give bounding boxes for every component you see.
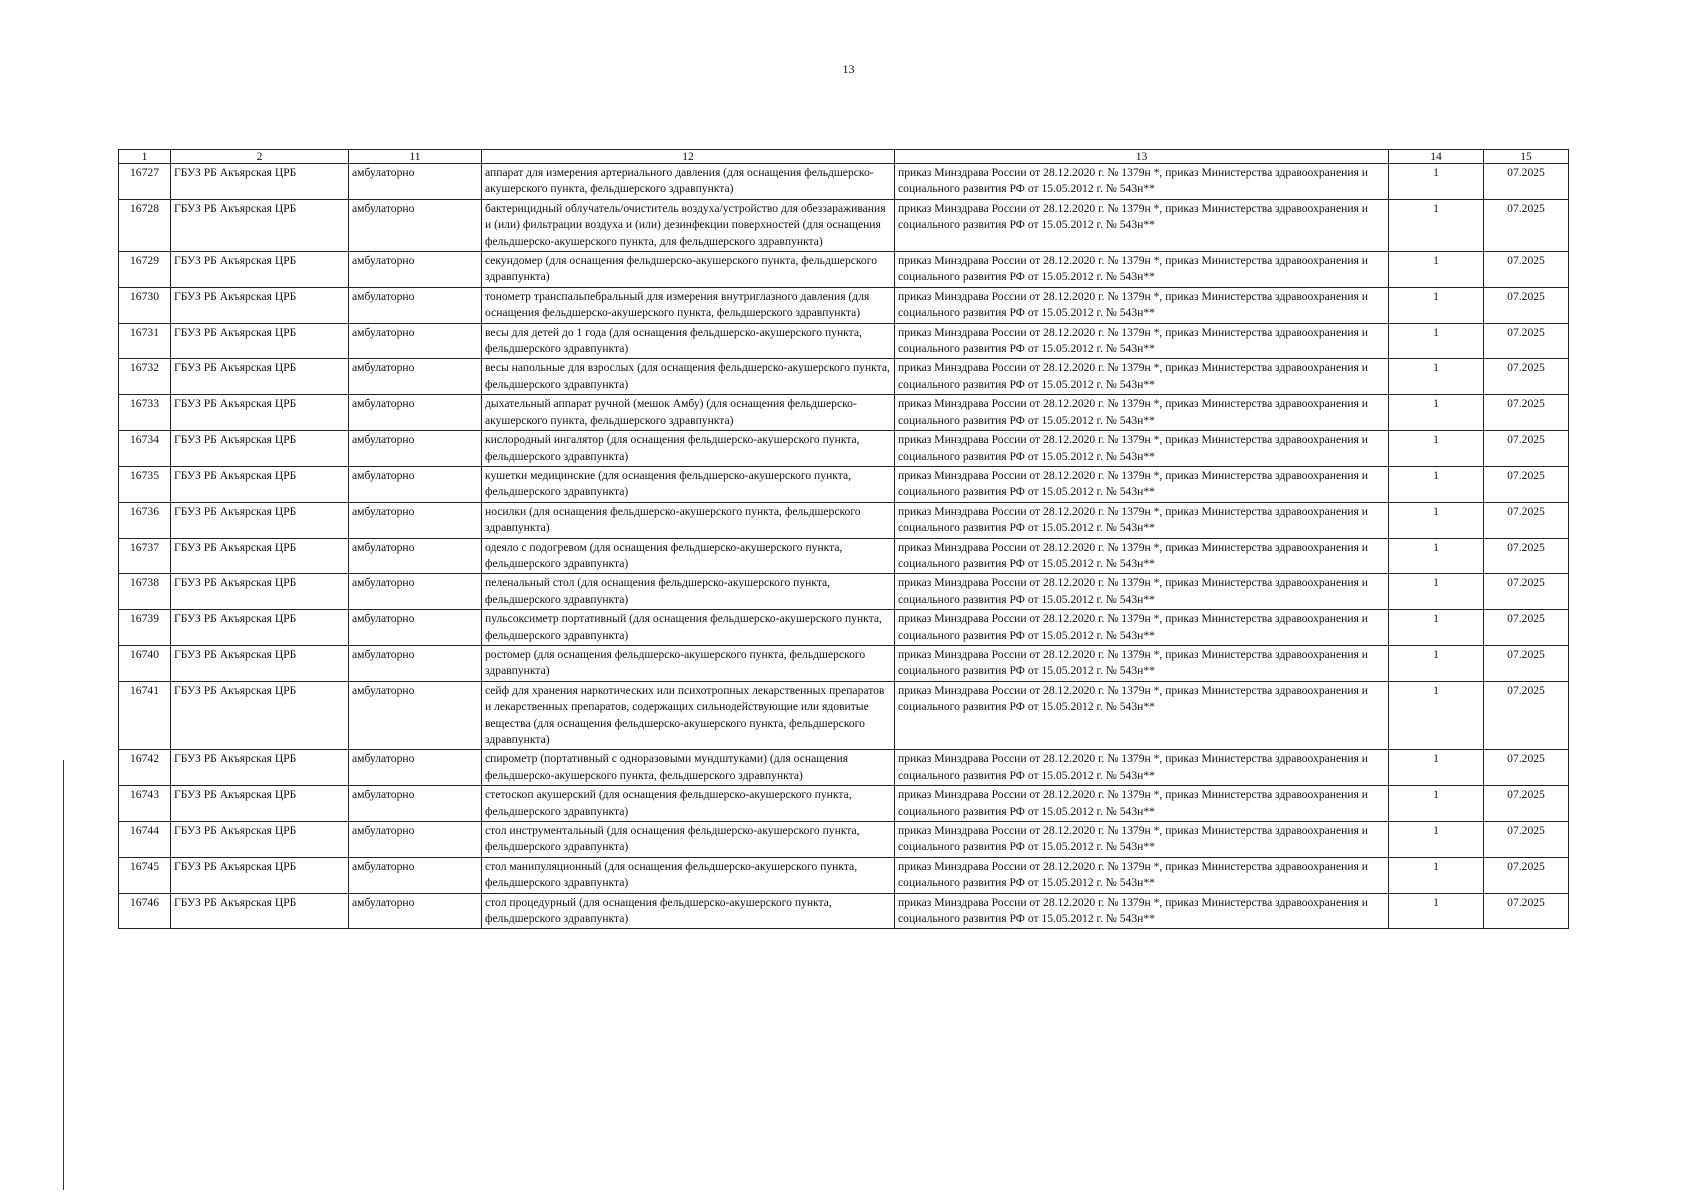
organization-cell: ГБУЗ РБ Акъярская ЦРБ bbox=[171, 323, 349, 359]
date-cell: 07.2025 bbox=[1484, 574, 1569, 610]
care-type-cell: амбулаторно bbox=[349, 610, 482, 646]
organization-cell: ГБУЗ РБ Акъярская ЦРБ bbox=[171, 359, 349, 395]
equipment-name-cell: спирометр (портативный с одноразовыми мундштуками) (для оснащения фельдшерско-акушерского пункта, фельдшерского здравпункта) bbox=[482, 750, 895, 786]
equipment-name-cell: секундомер (для оснащения фельдшерско-акушерского пункта, фельдшерского здравпункта) bbox=[482, 252, 895, 288]
table-row bbox=[119, 822, 1569, 858]
row-number: 16734 bbox=[119, 431, 171, 467]
row-number: 16739 bbox=[119, 610, 171, 646]
legal-basis-cell: приказ Минздрава России от 28.12.2020 г. № 1379н *, приказ Министерства здравоохранения и социального развития РФ от 15.05.2012 г. № 543н** bbox=[895, 431, 1389, 467]
date-cell: 07.2025 bbox=[1484, 645, 1569, 681]
row-number: 16745 bbox=[119, 857, 171, 893]
table-row bbox=[119, 645, 1569, 681]
table-row bbox=[119, 857, 1569, 893]
organization-cell: ГБУЗ РБ Акъярская ЦРБ bbox=[171, 645, 349, 681]
table-row bbox=[119, 164, 1569, 200]
column-header: 14 bbox=[1389, 150, 1484, 164]
organization-cell: ГБУЗ РБ Акъярская ЦРБ bbox=[171, 681, 349, 750]
date-cell: 07.2025 bbox=[1484, 287, 1569, 323]
date-cell: 07.2025 bbox=[1484, 502, 1569, 538]
organization-cell: ГБУЗ РБ Акъярская ЦРБ bbox=[171, 857, 349, 893]
quantity-cell: 1 bbox=[1389, 287, 1484, 323]
table-row bbox=[119, 610, 1569, 646]
organization-cell: ГБУЗ РБ Акъярская ЦРБ bbox=[171, 287, 349, 323]
equipment-name-cell: кушетки медицинские (для оснащения фельдшерско-акушерского пункта, фельдшерского здравпункта) bbox=[482, 466, 895, 502]
equipment-name-cell: пульсоксиметр портативный (для оснащения фельдшерско-акушерского пункта, фельдшерского здравпункта) bbox=[482, 610, 895, 646]
date-cell: 07.2025 bbox=[1484, 252, 1569, 288]
row-number: 16740 bbox=[119, 645, 171, 681]
equipment-name-cell: тонометр транспальпебральный для измерения внутриглазного давления (для оснащения фельдшерско-акушерского пункта, фельдшерского здравпункта) bbox=[482, 287, 895, 323]
care-type-cell: амбулаторно bbox=[349, 252, 482, 288]
date-cell: 07.2025 bbox=[1484, 431, 1569, 467]
equipment-name-cell: сейф для хранения наркотических или психотропных лекарственных препаратов и лекарственных препаратов, содержащих сильнодействующие или ядовитые вещества (для оснащения фельдшерско-акушерского пункта, фельдшерского здравпункта) bbox=[482, 681, 895, 750]
date-cell: 07.2025 bbox=[1484, 323, 1569, 359]
date-cell: 07.2025 bbox=[1484, 750, 1569, 786]
date-cell: 07.2025 bbox=[1484, 822, 1569, 858]
legal-basis-cell: приказ Минздрава России от 28.12.2020 г. № 1379н *, приказ Министерства здравоохранения и социального развития РФ от 15.05.2012 г. № 543н** bbox=[895, 359, 1389, 395]
legal-basis-cell: приказ Минздрава России от 28.12.2020 г. № 1379н *, приказ Министерства здравоохранения и социального развития РФ от 15.05.2012 г. № 543н** bbox=[895, 287, 1389, 323]
row-number: 16743 bbox=[119, 786, 171, 822]
legal-basis-cell: приказ Минздрава России от 28.12.2020 г. № 1379н *, приказ Министерства здравоохранения и социального развития РФ от 15.05.2012 г. № 543н** bbox=[895, 857, 1389, 893]
page-number: 13 bbox=[842, 62, 855, 76]
date-cell: 07.2025 bbox=[1484, 199, 1569, 251]
care-type-cell: амбулаторно bbox=[349, 822, 482, 858]
equipment-name-cell: бактерицидный облучатель/очиститель воздуха/устройство для обеззараживания и (или) фильтрации воздуха и (или) дезинфекции поверхностей (для оснащения фельдшерско-акушерского пункта, для фельдшерского здравпункта) bbox=[482, 199, 895, 251]
quantity-cell: 1 bbox=[1389, 199, 1484, 251]
table-row bbox=[119, 574, 1569, 610]
row-number: 16727 bbox=[119, 164, 171, 200]
row-number: 16741 bbox=[119, 681, 171, 750]
equipment-name-cell: одеяло с подогревом (для оснащения фельдшерско-акушерского пункта, фельдшерского здравпункта) bbox=[482, 538, 895, 574]
quantity-cell: 1 bbox=[1389, 395, 1484, 431]
table-row bbox=[119, 786, 1569, 822]
table-row bbox=[119, 466, 1569, 502]
equipment-name-cell: аппарат для измерения артериального давления (для оснащения фельдшерско-акушерского пункта, фельдшерского здравпункта) bbox=[482, 164, 895, 200]
row-number: 16736 bbox=[119, 502, 171, 538]
legal-basis-cell: приказ Минздрава России от 28.12.2020 г. № 1379н *, приказ Министерства здравоохранения и социального развития РФ от 15.05.2012 г. № 543н** bbox=[895, 252, 1389, 288]
care-type-cell: амбулаторно bbox=[349, 645, 482, 681]
quantity-cell: 1 bbox=[1389, 359, 1484, 395]
row-number: 16728 bbox=[119, 199, 171, 251]
date-cell: 07.2025 bbox=[1484, 164, 1569, 200]
row-number: 16732 bbox=[119, 359, 171, 395]
quantity-cell: 1 bbox=[1389, 786, 1484, 822]
equipment-name-cell: стол процедурный (для оснащения фельдшерско-акушерского пункта, фельдшерского здравпункта) bbox=[482, 893, 895, 929]
organization-cell: ГБУЗ РБ Акъярская ЦРБ bbox=[171, 466, 349, 502]
legal-basis-cell: приказ Минздрава России от 28.12.2020 г. № 1379н *, приказ Министерства здравоохранения и социального развития РФ от 15.05.2012 г. № 543н** bbox=[895, 574, 1389, 610]
equipment-name-cell: ростомер (для оснащения фельдшерско-акушерского пункта, фельдшерского здравпункта) bbox=[482, 645, 895, 681]
legal-basis-cell: приказ Минздрава России от 28.12.2020 г. № 1379н *, приказ Министерства здравоохранения и социального развития РФ от 15.05.2012 г. № 543н** bbox=[895, 645, 1389, 681]
quantity-cell: 1 bbox=[1389, 645, 1484, 681]
quantity-cell: 1 bbox=[1389, 164, 1484, 200]
row-number: 16742 bbox=[119, 750, 171, 786]
quantity-cell: 1 bbox=[1389, 252, 1484, 288]
table-row bbox=[119, 893, 1569, 929]
column-header: 12 bbox=[482, 150, 895, 164]
table-row bbox=[119, 359, 1569, 395]
table-row bbox=[119, 287, 1569, 323]
equipment-name-cell: весы напольные для взрослых (для оснащения фельдшерско-акушерского пункта, фельдшерского здравпункта) bbox=[482, 359, 895, 395]
table-row bbox=[119, 681, 1569, 750]
date-cell: 07.2025 bbox=[1484, 395, 1569, 431]
organization-cell: ГБУЗ РБ Акъярская ЦРБ bbox=[171, 610, 349, 646]
column-header: 1 bbox=[119, 150, 171, 164]
care-type-cell: амбулаторно bbox=[349, 395, 482, 431]
date-cell: 07.2025 bbox=[1484, 786, 1569, 822]
care-type-cell: амбулаторно bbox=[349, 323, 482, 359]
row-number: 16738 bbox=[119, 574, 171, 610]
legal-basis-cell: приказ Минздрава России от 28.12.2020 г. № 1379н *, приказ Министерства здравоохранения и социального развития РФ от 15.05.2012 г. № 543н** bbox=[895, 681, 1389, 750]
scan-margin-line bbox=[63, 760, 64, 1190]
row-number: 16744 bbox=[119, 822, 171, 858]
care-type-cell: амбулаторно bbox=[349, 681, 482, 750]
care-type-cell: амбулаторно bbox=[349, 857, 482, 893]
care-type-cell: амбулаторно bbox=[349, 431, 482, 467]
row-number: 16746 bbox=[119, 893, 171, 929]
header-row bbox=[119, 150, 1569, 164]
organization-cell: ГБУЗ РБ Акъярская ЦРБ bbox=[171, 574, 349, 610]
quantity-cell: 1 bbox=[1389, 893, 1484, 929]
equipment-name-cell: носилки (для оснащения фельдшерско-акушерского пункта, фельдшерского здравпункта) bbox=[482, 502, 895, 538]
date-cell: 07.2025 bbox=[1484, 681, 1569, 750]
date-cell: 07.2025 bbox=[1484, 466, 1569, 502]
care-type-cell: амбулаторно bbox=[349, 893, 482, 929]
equipment-name-cell: стол инструментальный (для оснащения фельдшерско-акушерского пункта, фельдшерского здравпункта) bbox=[482, 822, 895, 858]
equipment-name-cell: весы для детей до 1 года (для оснащения фельдшерско-акушерского пункта, фельдшерского здравпункта) bbox=[482, 323, 895, 359]
equipment-name-cell: стол манипуляционный (для оснащения фельдшерско-акушерского пункта, фельдшерского здравпункта) bbox=[482, 857, 895, 893]
organization-cell: ГБУЗ РБ Акъярская ЦРБ bbox=[171, 893, 349, 929]
date-cell: 07.2025 bbox=[1484, 610, 1569, 646]
table-row bbox=[119, 750, 1569, 786]
care-type-cell: амбулаторно bbox=[349, 786, 482, 822]
legal-basis-cell: приказ Минздрава России от 28.12.2020 г. № 1379н *, приказ Министерства здравоохранения и социального развития РФ от 15.05.2012 г. № 543н** bbox=[895, 610, 1389, 646]
column-header: 13 bbox=[895, 150, 1389, 164]
quantity-cell: 1 bbox=[1389, 574, 1484, 610]
equipment-name-cell: кислородный ингалятор (для оснащения фельдшерско-акушерского пункта, фельдшерского здравпункта) bbox=[482, 431, 895, 467]
legal-basis-cell: приказ Минздрава России от 28.12.2020 г. № 1379н *, приказ Министерства здравоохранения и социального развития РФ от 15.05.2012 г. № 543н** bbox=[895, 199, 1389, 251]
date-cell: 07.2025 bbox=[1484, 359, 1569, 395]
legal-basis-cell: приказ Минздрава России от 28.12.2020 г. № 1379н *, приказ Министерства здравоохранения и социального развития РФ от 15.05.2012 г. № 543н** bbox=[895, 323, 1389, 359]
organization-cell: ГБУЗ РБ Акъярская ЦРБ bbox=[171, 822, 349, 858]
care-type-cell: амбулаторно bbox=[349, 287, 482, 323]
equipment-name-cell: пеленальный стол (для оснащения фельдшерско-акушерского пункта, фельдшерского здравпункта) bbox=[482, 574, 895, 610]
legal-basis-cell: приказ Минздрава России от 28.12.2020 г. № 1379н *, приказ Министерства здравоохранения и социального развития РФ от 15.05.2012 г. № 543н** bbox=[895, 786, 1389, 822]
table-row bbox=[119, 323, 1569, 359]
date-cell: 07.2025 bbox=[1484, 857, 1569, 893]
quantity-cell: 1 bbox=[1389, 750, 1484, 786]
date-cell: 07.2025 bbox=[1484, 893, 1569, 929]
row-number: 16733 bbox=[119, 395, 171, 431]
equipment-name-cell: дыхательный аппарат ручной (мешок Амбу) (для оснащения фельдшерско-акушерского пункта, фельдшерского здравпункта) bbox=[482, 395, 895, 431]
quantity-cell: 1 bbox=[1389, 822, 1484, 858]
row-number: 16730 bbox=[119, 287, 171, 323]
care-type-cell: амбулаторно bbox=[349, 359, 482, 395]
care-type-cell: амбулаторно bbox=[349, 199, 482, 251]
table-row bbox=[119, 252, 1569, 288]
quantity-cell: 1 bbox=[1389, 323, 1484, 359]
row-number: 16731 bbox=[119, 323, 171, 359]
organization-cell: ГБУЗ РБ Акъярская ЦРБ bbox=[171, 199, 349, 251]
column-header: 2 bbox=[171, 150, 349, 164]
row-number: 16735 bbox=[119, 466, 171, 502]
equipment-name-cell: стетоскоп акушерский (для оснащения фельдшерско-акушерского пункта, фельдшерского здравпункта) bbox=[482, 786, 895, 822]
legal-basis-cell: приказ Минздрава России от 28.12.2020 г. № 1379н *, приказ Министерства здравоохранения и социального развития РФ от 15.05.2012 г. № 543н** bbox=[895, 466, 1389, 502]
table-row bbox=[119, 395, 1569, 431]
care-type-cell: амбулаторно bbox=[349, 750, 482, 786]
table-row bbox=[119, 199, 1569, 251]
column-header: 15 bbox=[1484, 150, 1569, 164]
organization-cell: ГБУЗ РБ Акъярская ЦРБ bbox=[171, 750, 349, 786]
quantity-cell: 1 bbox=[1389, 502, 1484, 538]
date-cell: 07.2025 bbox=[1484, 538, 1569, 574]
quantity-cell: 1 bbox=[1389, 466, 1484, 502]
organization-cell: ГБУЗ РБ Акъярская ЦРБ bbox=[171, 164, 349, 200]
table-body bbox=[119, 164, 1569, 929]
organization-cell: ГБУЗ РБ Акъярская ЦРБ bbox=[171, 538, 349, 574]
row-number: 16737 bbox=[119, 538, 171, 574]
legal-basis-cell: приказ Минздрава России от 28.12.2020 г. № 1379н *, приказ Министерства здравоохранения и социального развития РФ от 15.05.2012 г. № 543н** bbox=[895, 502, 1389, 538]
organization-cell: ГБУЗ РБ Акъярская ЦРБ bbox=[171, 502, 349, 538]
organization-cell: ГБУЗ РБ Акъярская ЦРБ bbox=[171, 395, 349, 431]
legal-basis-cell: приказ Минздрава России от 28.12.2020 г. № 1379н *, приказ Министерства здравоохранения и социального развития РФ от 15.05.2012 г. № 543н** bbox=[895, 395, 1389, 431]
care-type-cell: амбулаторно bbox=[349, 502, 482, 538]
quantity-cell: 1 bbox=[1389, 610, 1484, 646]
table-row bbox=[119, 431, 1569, 467]
care-type-cell: амбулаторно bbox=[349, 164, 482, 200]
legal-basis-cell: приказ Минздрава России от 28.12.2020 г. № 1379н *, приказ Министерства здравоохранения и социального развития РФ от 15.05.2012 г. № 543н** bbox=[895, 822, 1389, 858]
quantity-cell: 1 bbox=[1389, 857, 1484, 893]
row-number: 16729 bbox=[119, 252, 171, 288]
column-header: 11 bbox=[349, 150, 482, 164]
quantity-cell: 1 bbox=[1389, 431, 1484, 467]
legal-basis-cell: приказ Минздрава России от 28.12.2020 г. № 1379н *, приказ Министерства здравоохранения и социального развития РФ от 15.05.2012 г. № 543н** bbox=[895, 164, 1389, 200]
organization-cell: ГБУЗ РБ Акъярская ЦРБ bbox=[171, 431, 349, 467]
care-type-cell: амбулаторно bbox=[349, 538, 482, 574]
organization-cell: ГБУЗ РБ Акъярская ЦРБ bbox=[171, 252, 349, 288]
care-type-cell: амбулаторно bbox=[349, 574, 482, 610]
legal-basis-cell: приказ Минздрава России от 28.12.2020 г. № 1379н *, приказ Министерства здравоохранения и социального развития РФ от 15.05.2012 г. № 543н** bbox=[895, 893, 1389, 929]
organization-cell: ГБУЗ РБ Акъярская ЦРБ bbox=[171, 786, 349, 822]
table-row bbox=[119, 502, 1569, 538]
equipment-table bbox=[118, 149, 1569, 929]
quantity-cell: 1 bbox=[1389, 681, 1484, 750]
care-type-cell: амбулаторно bbox=[349, 466, 482, 502]
legal-basis-cell: приказ Минздрава России от 28.12.2020 г. № 1379н *, приказ Министерства здравоохранения и социального развития РФ от 15.05.2012 г. № 543н** bbox=[895, 538, 1389, 574]
table-row bbox=[119, 538, 1569, 574]
legal-basis-cell: приказ Минздрава России от 28.12.2020 г. № 1379н *, приказ Министерства здравоохранения и социального развития РФ от 15.05.2012 г. № 543н** bbox=[895, 750, 1389, 786]
quantity-cell: 1 bbox=[1389, 538, 1484, 574]
